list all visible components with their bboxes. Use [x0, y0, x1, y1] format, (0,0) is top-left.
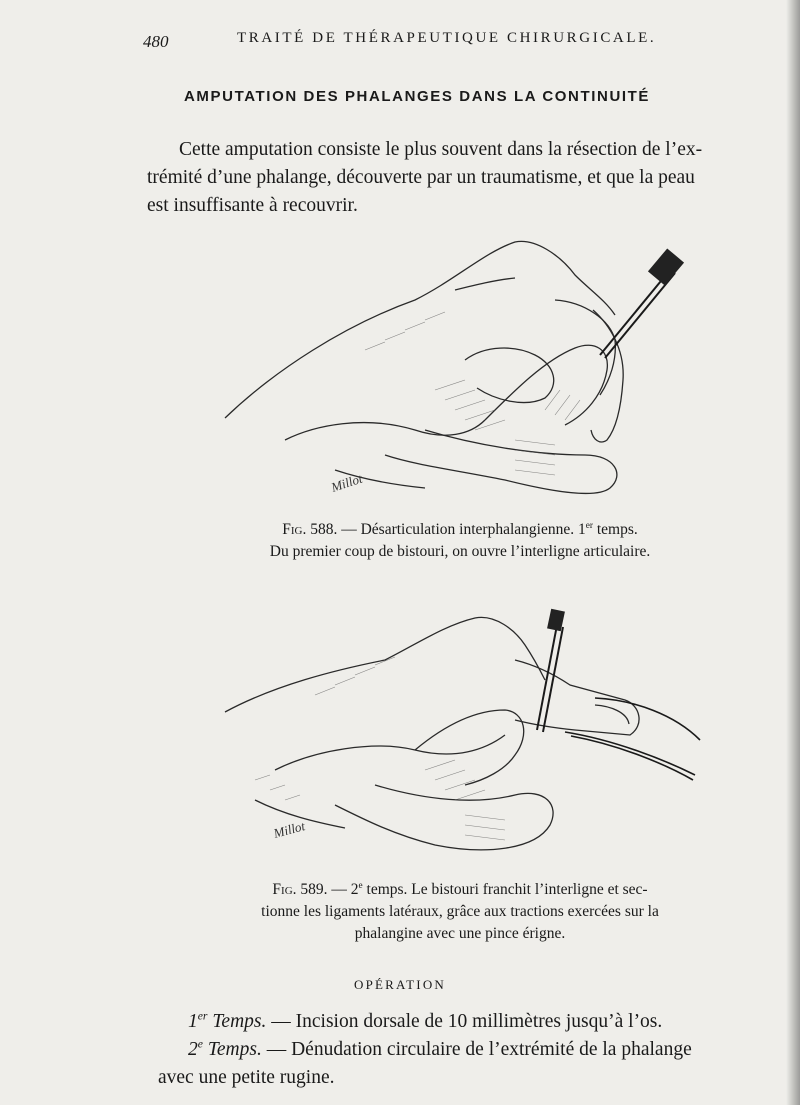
hand-holding-scalpel-drawing [215, 230, 695, 520]
intro-paragraph [147, 136, 767, 220]
operation-heading: OPÉRATION [353, 977, 447, 992]
figure-589-dash: — [331, 881, 347, 898]
hand-with-scalpel-and-forceps-drawing [215, 600, 705, 870]
running-head [0, 20, 800, 50]
illustrator-signature: Millot [329, 470, 365, 495]
figure-589-caption-text: temps. Le bistouri franchit l’interligne et sec- [366, 881, 648, 898]
step-2-superscript: e [197, 1037, 203, 1051]
figure-588-temps-number: 1 [577, 521, 586, 538]
figure-588-label: Fig. 588. [282, 521, 338, 538]
intro-line: Cette amputation consiste le plus souvent dans la résection de l’ex- [179, 139, 703, 160]
page-edge-shadow [786, 0, 800, 1105]
illustrator-signature: Millot [271, 818, 307, 841]
page-number: 480 [143, 32, 169, 51]
step-1-superscript: er [197, 1009, 208, 1023]
figure-588-temps-superscript: er [585, 520, 593, 531]
step-1-text: — Incision dorsale de 10 millimètres jusqu’à l’os. [271, 1011, 663, 1032]
figure-588-temps-word: temps. [596, 521, 638, 538]
figure-589-caption-line2: tionne les ligaments latéraux, grâce aux tractions exercées sur la [261, 903, 659, 920]
figure-588-caption-text: — Désarticulation interphalangienne. [341, 521, 575, 538]
running-title: TRAITÉ DE THÉRAPEUTIQUE CHIRURGICALE. [237, 30, 657, 46]
figure-588-caption-line2: Du premier coup de bistouri, on ouvre l’interligne articulaire. [269, 543, 651, 560]
operation-step-2 [158, 1036, 788, 1064]
step-1-label: Temps. [212, 1011, 267, 1032]
figure-589-caption [180, 879, 740, 945]
figure-589-temps-superscript: e [358, 880, 363, 891]
figure-588-caption [180, 519, 740, 563]
step-2-number: 2 [188, 1039, 198, 1060]
figure-588-illustration [215, 230, 695, 520]
figure-589-label: Fig. 589. [272, 881, 328, 898]
intro-line: trémité d’une phalange, découverte par un traumatisme, et que la peau [147, 167, 695, 188]
step-2-text: — Dénudation circulaire de l’extrémité de la phalange [266, 1039, 692, 1060]
figure-589-illustration [215, 600, 705, 870]
intro-line: est insuffisante à recouvrir. [147, 195, 358, 216]
operation-step-1 [158, 1008, 788, 1036]
step-2-label: Temps. [207, 1039, 262, 1060]
figure-589-caption-line3: phalangine avec une pince érigne. [354, 925, 566, 942]
operation-steps [158, 1008, 788, 1092]
operation-step-2-continuation: avec une petite rugine. [158, 1067, 335, 1088]
section-heading: AMPUTATION DES PHALANGES DANS LA CONTINUITÉ [184, 88, 651, 105]
figure-589-temps-number: 2 [350, 881, 359, 898]
step-1-number: 1 [188, 1011, 198, 1032]
